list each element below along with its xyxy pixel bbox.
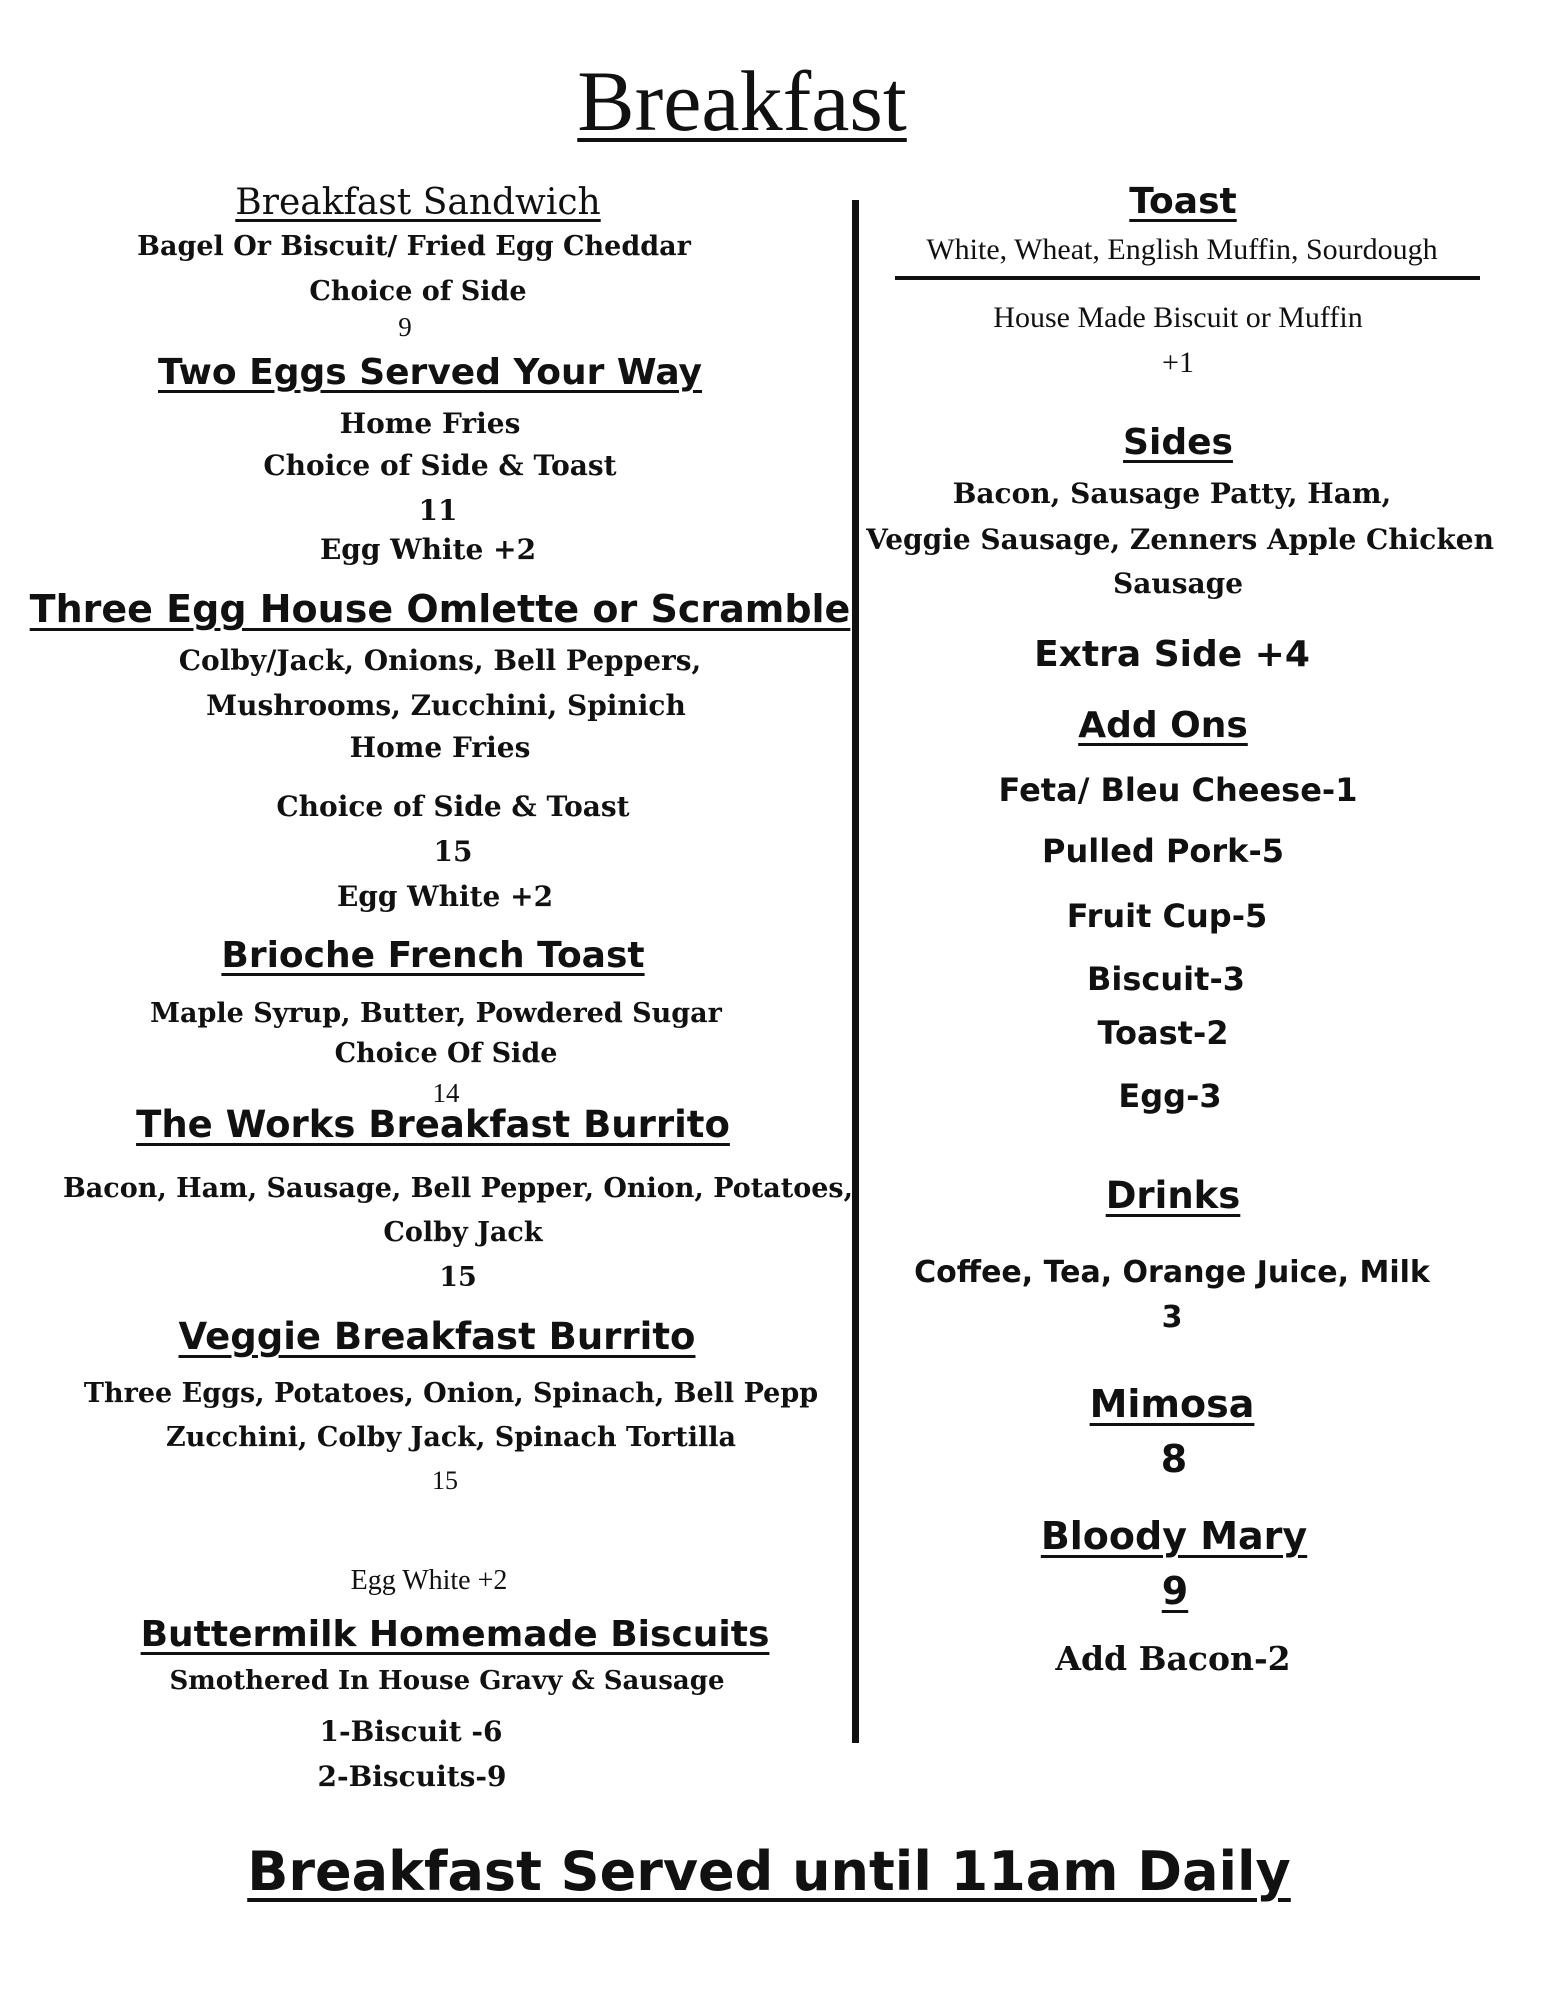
add-on-item: Fruit Cup-5 — [1066, 897, 1268, 935]
works-burrito-title: The Works Breakfast Burrito — [136, 1103, 730, 1146]
two-eggs-price: 11 — [418, 494, 458, 527]
sides-desc-2: Veggie Sausage, Zenners Apple Chicken — [866, 523, 1494, 556]
two-eggs-side: Choice of Side & Toast — [263, 449, 617, 482]
veggie-burrito-desc-2: Zucchini, Colby Jack, Spinach Tortilla — [166, 1422, 736, 1453]
mimosa-price: 8 — [1160, 1437, 1188, 1481]
biscuits-option-1: 1-Biscuit -6 — [319, 1715, 503, 1748]
add-on-item: Toast-2 — [1097, 1014, 1229, 1052]
veggie-burrito-title: Veggie Breakfast Burrito — [178, 1315, 696, 1358]
breakfast-sandwich-side: Choice of Side — [309, 276, 527, 307]
veggie-burrito-price: 15 — [432, 1466, 458, 1495]
extra-side: Extra Side +4 — [1034, 634, 1310, 675]
toast-title: Toast — [1129, 181, 1237, 222]
toast-upgrade: House Made Biscuit or Muffin — [993, 301, 1363, 334]
breakfast-sandwich-title: Breakfast Sandwich — [235, 182, 601, 223]
page-title: Breakfast — [577, 53, 907, 149]
omelette-desc-2: Mushrooms, Zucchini, Spinich — [206, 689, 686, 722]
footer-note: Breakfast Served until 11am Daily — [247, 1840, 1291, 1903]
biscuits-option-2: 2-Biscuits-9 — [317, 1760, 507, 1793]
two-eggs-desc: Home Fries — [339, 407, 521, 440]
add-on-item: Feta/ Bleu Cheese-1 — [998, 771, 1358, 809]
french-toast-title: Brioche French Toast — [221, 935, 645, 976]
toast-underline — [895, 276, 1480, 280]
sides-desc-3: Sausage — [1112, 567, 1244, 600]
omelette-title: Three Egg House Omlette or Scramble — [29, 587, 851, 631]
add-on-item: Pulled Pork-5 — [1042, 832, 1284, 870]
works-burrito-price: 15 — [439, 1262, 477, 1293]
breakfast-sandwich-desc: Bagel Or Biscuit/ Fried Egg Cheddar — [137, 231, 691, 262]
biscuits-desc: Smothered In House Gravy & Sausage — [169, 1666, 725, 1696]
column-divider — [852, 200, 859, 1743]
works-burrito-desc-1: Bacon, Ham, Sausage, Bell Pepper, Onion, Potatoes, — [62, 1173, 854, 1204]
french-toast-desc: Maple Syrup, Butter, Powdered Sugar — [150, 998, 722, 1029]
works-burrito-desc-2: Colby Jack — [383, 1217, 543, 1248]
biscuits-title: Buttermilk Homemade Biscuits — [140, 1614, 770, 1655]
veggie-burrito-desc-1: Three Eggs, Potatoes, Onion, Spinach, Bell Pepp — [83, 1378, 819, 1409]
sides-title: Sides — [1123, 422, 1233, 463]
bloody-mary-title: Bloody Mary — [1040, 1514, 1308, 1558]
add-on-item: Biscuit-3 — [1087, 960, 1245, 998]
omelette-addon: Egg White +2 — [336, 880, 554, 913]
omelette-side: Choice of Side & Toast — [276, 790, 630, 823]
omelette-desc-3: Home Fries — [349, 731, 531, 764]
french-toast-side: Choice Of Side — [334, 1038, 558, 1069]
bloody-mary-price: 9 — [1161, 1569, 1189, 1613]
mimosa-title: Mimosa — [1089, 1382, 1255, 1426]
toast-upgrade-price: +1 — [1162, 346, 1194, 379]
omelette-price: 15 — [433, 835, 473, 868]
french-toast-price: 14 — [432, 1078, 460, 1108]
bloody-mary-addon: Add Bacon-2 — [1055, 1639, 1291, 1678]
two-eggs-addon: Egg White +2 — [319, 533, 537, 566]
add-on-item: Egg-3 — [1118, 1077, 1222, 1115]
two-eggs-title: Two Eggs Served Your Way — [158, 352, 702, 393]
veggie-burrito-addon: Egg White +2 — [350, 1565, 508, 1596]
breakfast-sandwich-price: 9 — [398, 312, 412, 342]
drinks-title: Drinks — [1105, 1174, 1241, 1217]
sides-desc-1: Bacon, Sausage Patty, Ham, — [952, 477, 1392, 510]
omelette-desc-1: Colby/Jack, Onions, Bell Peppers, — [178, 644, 702, 677]
drinks-list: Coffee, Tea, Orange Juice, Milk — [914, 1255, 1430, 1290]
add-ons-title: Add Ons — [1078, 705, 1248, 746]
toast-options: White, Wheat, English Muffin, Sourdough — [926, 233, 1438, 266]
drinks-price: 3 — [1161, 1300, 1183, 1335]
